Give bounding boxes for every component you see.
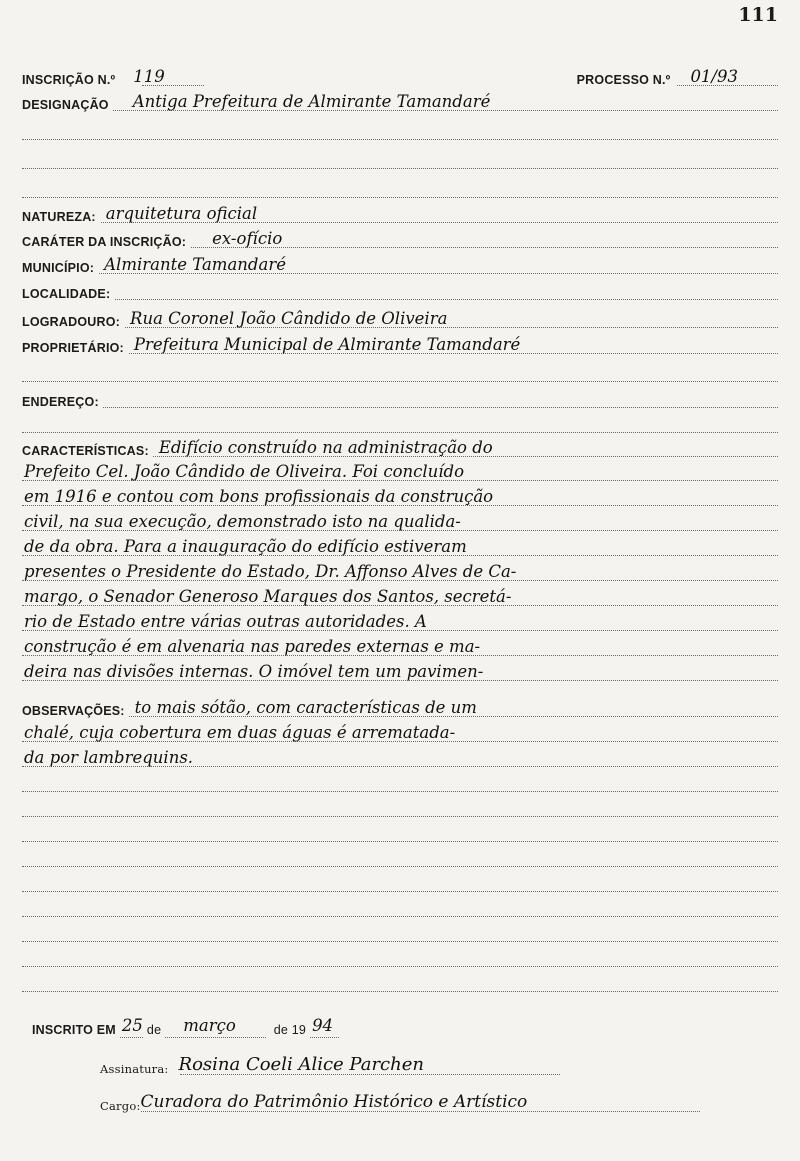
- processo-group: [577, 67, 778, 88]
- inscricao-value: 119: [133, 67, 165, 86]
- processo-label: PROCESSO N.º: [577, 73, 675, 88]
- municipio-value: Almirante Tamandaré: [104, 255, 286, 274]
- caracteristicas-row: [22, 437, 778, 459]
- proprietario-label: PROPRIETÁRIO:: [22, 341, 128, 356]
- processo-value: 01/93: [690, 67, 738, 86]
- endereco-value: [103, 408, 109, 410]
- carater-value: ex-ofício: [212, 229, 283, 248]
- blank-line: [22, 413, 778, 435]
- caracteristicas-row: [22, 486, 778, 508]
- carater-label: CARÁTER DA INSCRIÇÃO:: [22, 235, 190, 250]
- caracteristicas-row: [22, 636, 778, 658]
- blank-line: [22, 972, 778, 994]
- designacao-row: [22, 91, 778, 113]
- blank-line: [22, 178, 778, 200]
- caracteristicas-line: civil, na sua execução, demonstrado isto na qualida-: [24, 512, 461, 531]
- caracteristicas-line: rio de Estado entre várias outras autoridades. A: [24, 612, 427, 631]
- designacao-value: Antiga Prefeitura de Almirante Tamandaré: [132, 92, 491, 111]
- assinatura-label: Assinatura:: [100, 1062, 173, 1077]
- blank-line: [22, 149, 778, 171]
- blank-line: [22, 897, 778, 919]
- caracteristicas-row: [22, 561, 778, 583]
- cargo-row: [100, 1092, 700, 1114]
- blank-line: [22, 847, 778, 869]
- municipio-label: MUNICÍPIO:: [22, 261, 98, 276]
- natureza-value: arquitetura oficial: [105, 204, 258, 223]
- municipio-row: [22, 254, 778, 276]
- logradouro-value: Rua Coronel João Cândido de Oliveira: [130, 309, 448, 328]
- inscrito-row: [32, 1016, 339, 1038]
- inscrito-de: de: [143, 1023, 165, 1038]
- caracteristicas-line: Edifício construído na administração do: [158, 438, 493, 457]
- observacoes-line: to mais sótão, com características de um: [134, 698, 477, 717]
- caracteristicas-line: presentes o Presidente do Estado, Dr. Affonso Alves de Ca-: [24, 562, 517, 581]
- inscrito-day: 25: [120, 1016, 143, 1038]
- caracteristicas-line: de da obra. Para a inauguração do edifício estiveram: [24, 537, 467, 556]
- caracteristicas-row: [22, 586, 778, 608]
- inscricao-row: [22, 66, 778, 88]
- inscrito-label: INSCRITO EM: [32, 1023, 120, 1038]
- natureza-row: [22, 203, 778, 225]
- page-number: 111: [738, 4, 778, 26]
- blank-line: [22, 947, 778, 969]
- caracteristicas-row: [22, 536, 778, 558]
- observacoes-line: chalé, cuja cobertura em duas águas é arrematada-: [24, 723, 456, 742]
- localidade-row: [22, 280, 778, 302]
- carater-row: [22, 228, 778, 250]
- localidade-value: [114, 300, 120, 302]
- caracteristicas-row: [22, 611, 778, 633]
- caracteristicas-line: em 1916 e contou com bons profissionais da construção: [24, 487, 494, 506]
- inscrito-month: março: [165, 1016, 266, 1038]
- localidade-label: LOCALIDADE:: [22, 287, 114, 302]
- observacoes-line: da por lambrequins.: [24, 748, 194, 767]
- blank-line: [22, 772, 778, 794]
- cargo-label: Cargo:: [100, 1099, 141, 1113]
- proprietario-value: Prefeitura Municipal de Almirante Tamandaré: [133, 335, 521, 354]
- caracteristicas-line: Prefeito Cel. João Cândido de Oliveira. Foi concluído: [24, 462, 465, 481]
- proprietario-row: [22, 334, 778, 356]
- blank-line: [22, 922, 778, 944]
- natureza-label: NATUREZA:: [22, 210, 100, 225]
- observacoes-row: [22, 722, 778, 744]
- blank-line: [22, 822, 778, 844]
- blank-line: [22, 797, 778, 819]
- inscrito-year: 94: [310, 1016, 339, 1038]
- assinatura-row: [100, 1055, 560, 1077]
- caracteristicas-row: [22, 461, 778, 483]
- observacoes-row: [22, 697, 778, 719]
- blank-line: [22, 872, 778, 894]
- logradouro-label: LOGRADOURO:: [22, 315, 124, 330]
- observacoes-label: OBSERVAÇÕES:: [22, 704, 129, 719]
- designacao-label: DESIGNAÇÃO: [22, 98, 113, 113]
- cargo-value: Curadora do Patrimônio Histórico e Artístico: [140, 1092, 528, 1112]
- inscricao-label: INSCRIÇÃO N.º: [22, 73, 119, 88]
- endereco-row: [22, 388, 778, 410]
- logradouro-row: [22, 308, 778, 330]
- caracteristicas-row: [22, 661, 778, 683]
- caracteristicas-line: construção é em alvenaria nas paredes externas e ma-: [24, 637, 481, 656]
- blank-line: [22, 362, 778, 384]
- signature: Rosina Coeli Alice Parchen: [178, 1054, 424, 1075]
- caracteristicas-row: [22, 511, 778, 533]
- endereco-label: ENDEREÇO:: [22, 395, 103, 410]
- observacoes-row: [22, 747, 778, 769]
- caracteristicas-label: CARACTERÍSTICAS:: [22, 444, 153, 459]
- inscrito-de-19: de 19: [266, 1023, 310, 1038]
- blank-line: [22, 120, 778, 142]
- caracteristicas-line: margo, o Senador Generoso Marques dos Santos, secretá-: [24, 587, 512, 606]
- caracteristicas-line: deira nas divisões internas. O imóvel tem um pavimen-: [24, 662, 484, 681]
